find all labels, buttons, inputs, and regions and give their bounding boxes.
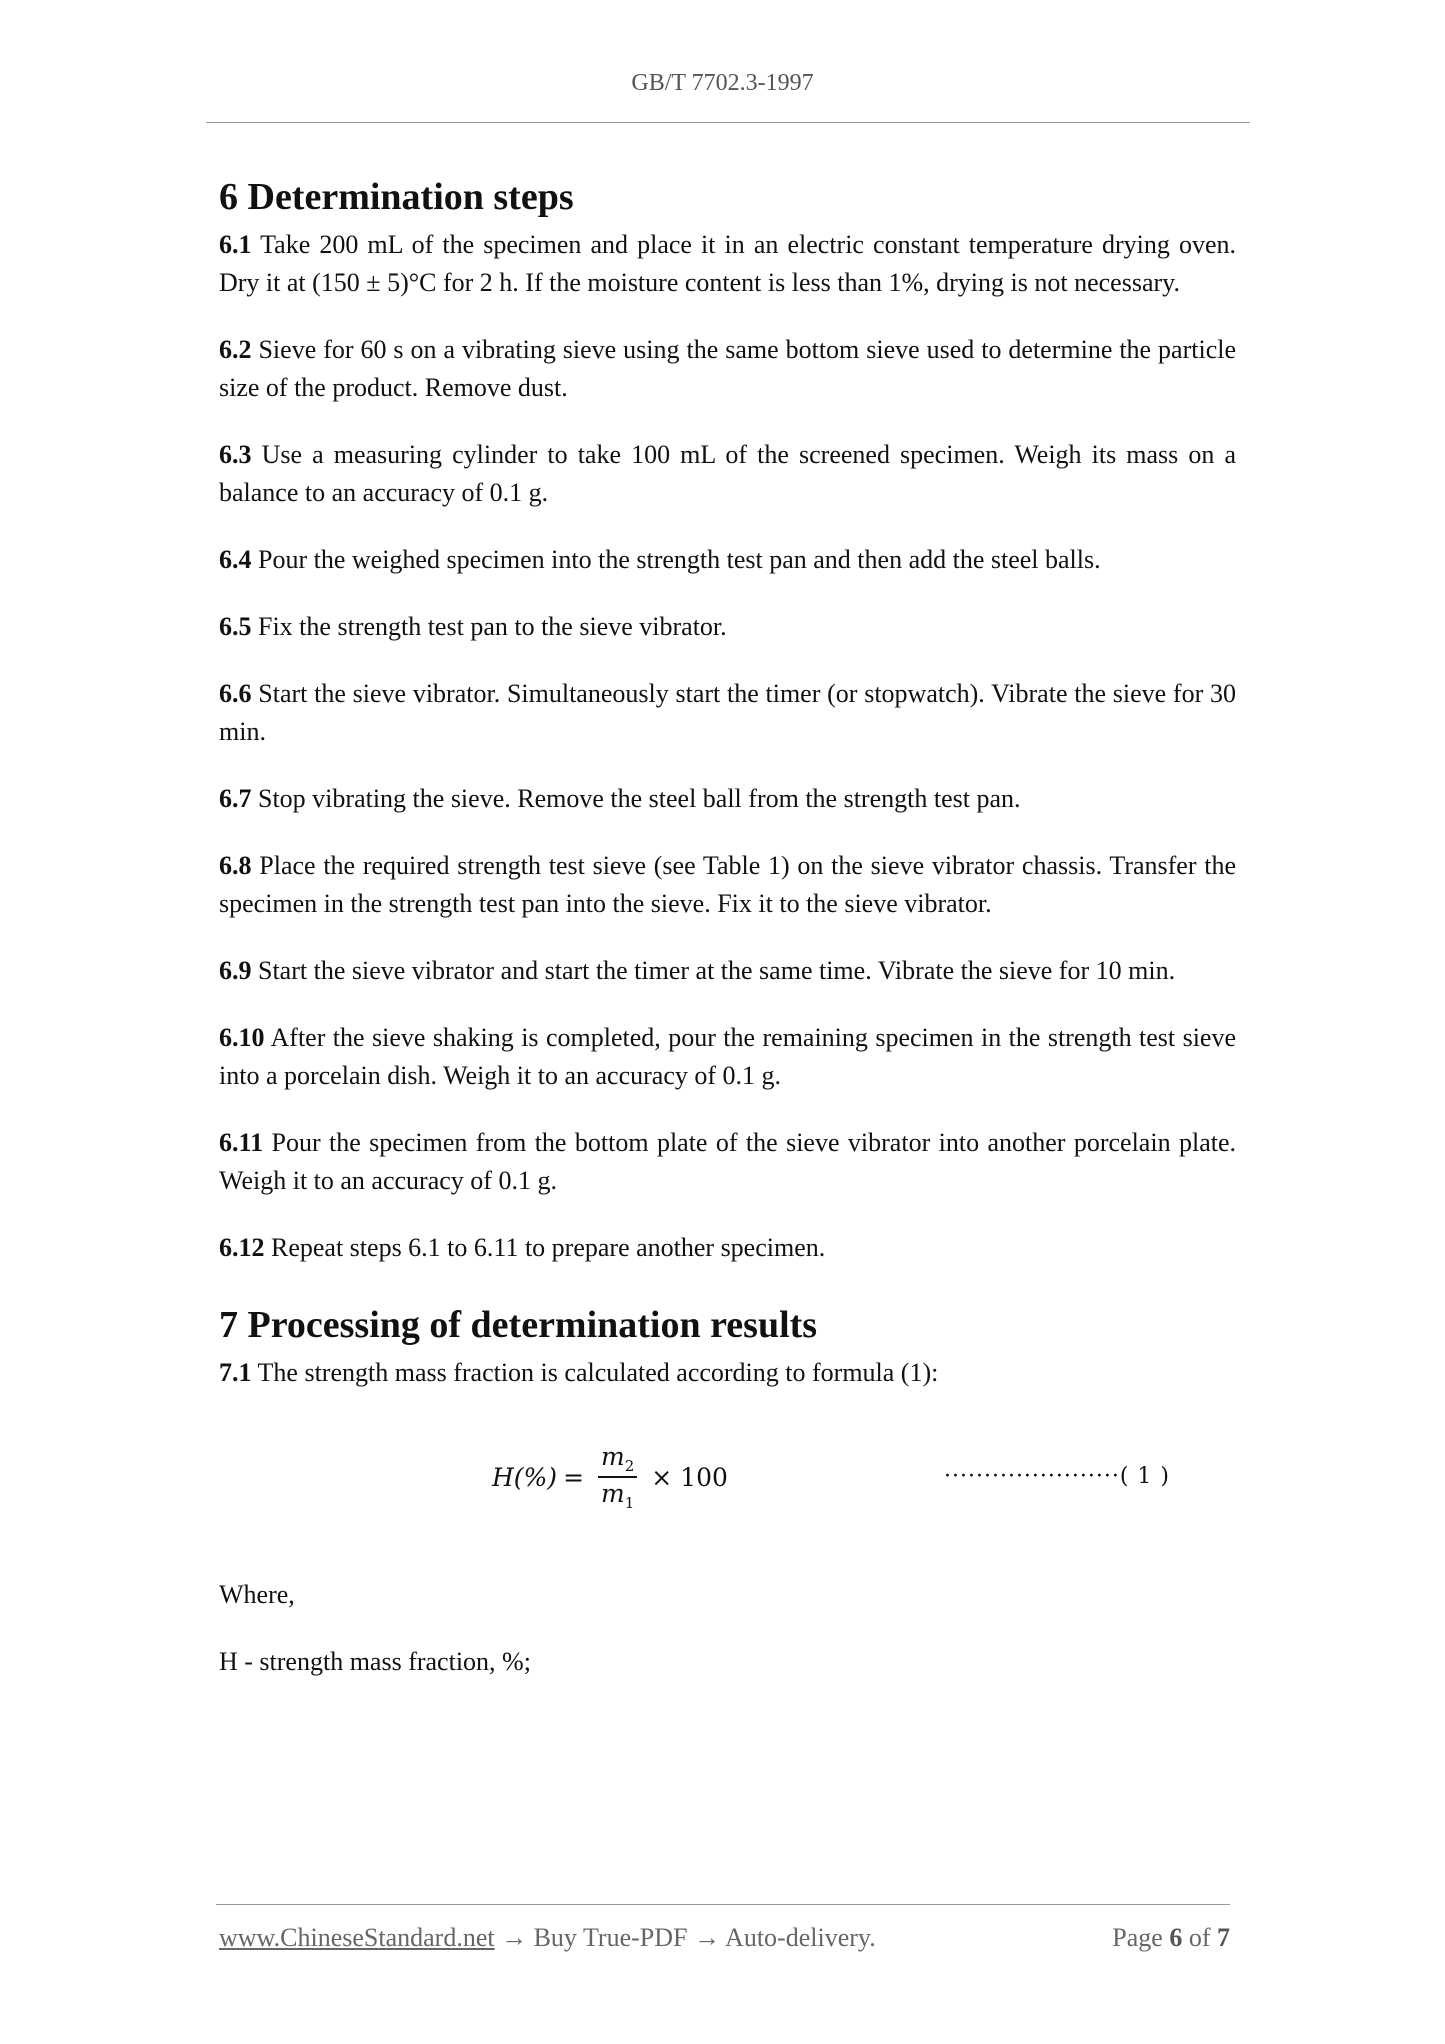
clause-number: 7.1 (219, 1358, 252, 1387)
clause-number: 6.9 (219, 956, 252, 985)
paragraph-6-12 (219, 1229, 1236, 1267)
clause-number: 6.5 (219, 612, 252, 641)
clause-number: 6.7 (219, 784, 252, 813)
paragraph-6-1 (219, 226, 1236, 302)
formula-lhs: H(%) (492, 1462, 558, 1492)
footer-left (219, 1923, 876, 1953)
paragraph-6-3 (219, 436, 1236, 512)
page-footer (219, 1923, 1230, 1953)
numerator-var: m (601, 1442, 625, 1471)
section-6-title: 6 Determination steps (219, 176, 574, 218)
clause-text: Pour the weighed specimen into the strength test pan and then add the steel balls. (258, 545, 1101, 574)
clause-text: Pour the specimen from the bottom plate of the sieve vibrator into another porcelain plate. Weigh it to an accuracy of 0.1 g. (219, 1128, 1236, 1195)
paragraph-6-11 (219, 1124, 1236, 1200)
formula-1 (219, 1422, 1236, 1542)
paragraph-6-4 (219, 541, 1236, 579)
formula-numerator (598, 1442, 637, 1478)
formula-expression (492, 1442, 728, 1512)
clause-number: 6.1 (219, 230, 252, 259)
clause-number: 6.12 (219, 1233, 265, 1262)
numerator-sub: 2 (624, 1457, 635, 1475)
clause-text: Use a measuring cylinder to take 100 mL of the screened specimen. Weigh its mass on a balance to an accuracy of 0.1 g. (219, 440, 1236, 507)
page-word: Page (1112, 1923, 1163, 1952)
clause-text: After the sieve shaking is completed, pour the remaining specimen in the strength test sieve into a porcelain dish. Weigh it to an accuracy of 0.1 g. (219, 1023, 1236, 1090)
clause-text: Place the required strength test sieve (see Table 1) on the sieve vibrator chassis. Transfer the specimen in the strength test pan into the sieve. Fix it to the sieve vibrator. (219, 851, 1237, 918)
definition-h: H - strength mass fraction, %; (219, 1647, 531, 1676)
clause-number: 6.2 (219, 335, 252, 364)
paragraph-6-9 (219, 952, 1236, 990)
header-doc-code: GB/T 7702.3-1997 (631, 70, 814, 96)
page-number: 6 (1169, 1923, 1183, 1952)
section-7-title: 7 Processing of determination results (219, 1304, 818, 1346)
denominator-var: m (601, 1479, 625, 1508)
clause-text: Repeat steps 6.1 to 6.11 to prepare another specimen. (271, 1233, 826, 1262)
clause-number: 6.10 (219, 1023, 265, 1052)
paragraph-7-1 (219, 1354, 1236, 1392)
clause-text: Take 200 mL of the specimen and place it in an electric constant temperature drying oven. Dry it at (150 ± 5)°C for 2 h. If the moisture content is less than 1%, drying is not necessary. (219, 230, 1236, 297)
paragraph-6-10 (219, 1019, 1236, 1095)
clause-text: Sieve for 60 s on a vibrating sieve using the same bottom sieve used to determine the particle size of the product. Remove dust. (219, 335, 1236, 402)
clause-text: Start the sieve vibrator and start the timer at the same time. Vibrate the sieve for 10 min. (258, 956, 1176, 985)
paragraph-6-5 (219, 608, 1236, 646)
formula-fraction (598, 1442, 637, 1512)
clause-number: 6.6 (219, 679, 252, 708)
page-total: 7 (1217, 1923, 1230, 1952)
of-word: of (1188, 1923, 1211, 1952)
where-label: Where, (219, 1580, 295, 1609)
clause-number: 6.4 (219, 545, 252, 574)
clause-number: 6.3 (219, 440, 252, 469)
clause-number: 6.8 (219, 851, 252, 880)
formula-multiplier: × 100 (651, 1462, 728, 1492)
denominator-sub: 1 (624, 1494, 635, 1512)
formula-equals: = (563, 1462, 585, 1492)
paragraph-6-2 (219, 331, 1236, 407)
clause-text: Fix the strength test pan to the sieve vibrator. (258, 612, 727, 641)
paragraph-6-7 (219, 780, 1236, 818)
paragraph-6-8 (219, 847, 1236, 923)
footer-promo: → Buy True-PDF → Auto-delivery. (494, 1923, 876, 1952)
clause-text: Start the sieve vibrator. Simultaneously start the timer (or stopwatch). Vibrate the sieve for 30 min. (219, 679, 1237, 746)
website-link[interactable]: www.ChineseStandard.net (219, 1923, 495, 1952)
paragraph-6-6 (219, 675, 1236, 751)
clause-text: The strength mass fraction is calculated according to formula (1): (257, 1358, 939, 1387)
footer-divider (216, 1904, 1230, 1905)
page-indicator (1112, 1923, 1230, 1953)
clause-text: Stop vibrating the sieve. Remove the steel ball from the strength test pan. (258, 784, 1021, 813)
formula-reference-number: ······················( 1 ) (944, 1464, 1170, 1489)
header-divider (206, 122, 1250, 123)
page-content (219, 168, 1236, 1710)
clause-number: 6.11 (219, 1128, 264, 1157)
formula-denominator (601, 1478, 634, 1512)
